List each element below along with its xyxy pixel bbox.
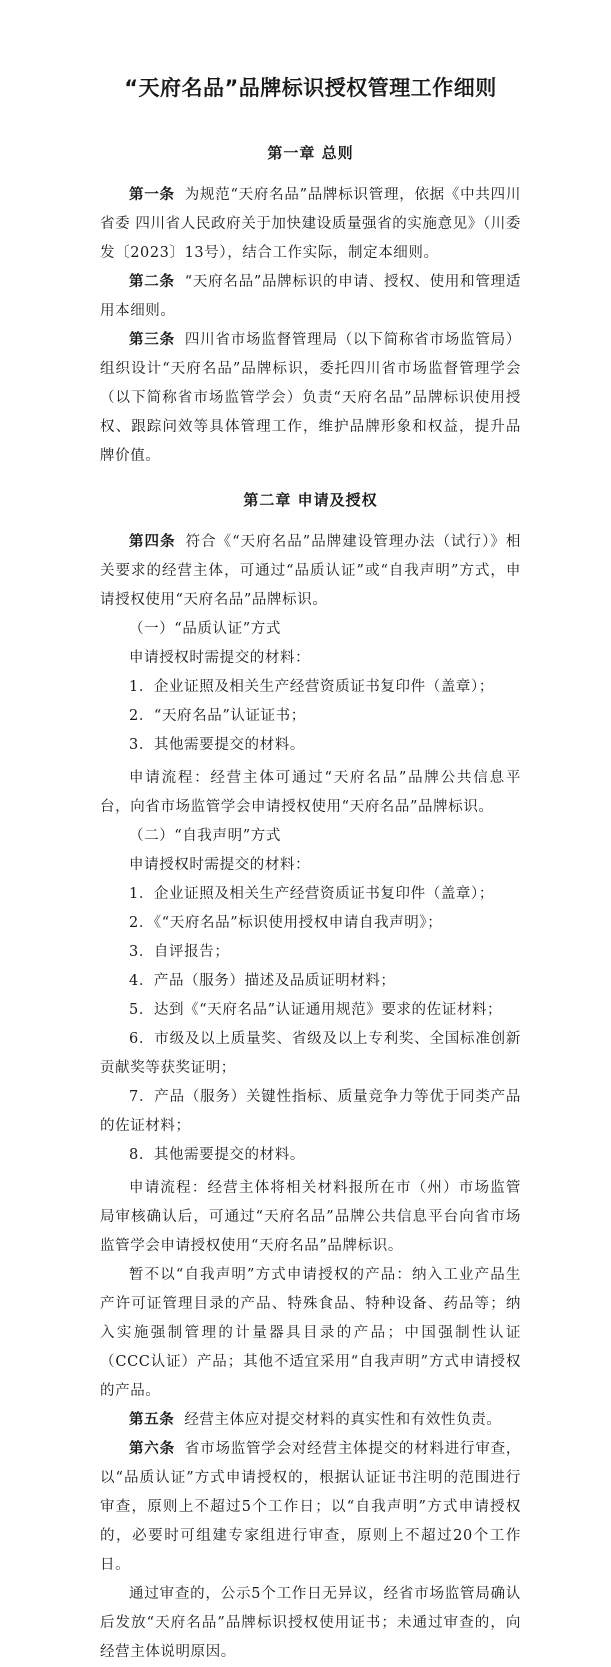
article-3-lead: 第三条 — [129, 332, 175, 348]
document-title: “天府名品”品牌标识授权管理工作细则 — [124, 76, 497, 100]
article-2-text: “天府名品”品牌标识的申请、授权、使用和管理适用本细则。 — [100, 274, 521, 319]
section-2-process: 申请流程：经营主体将相关材料报所在市（州）市场监管局审核确认后，可通过“天府名品”品牌公共信息平台向省市场监管学会申请授权使用“天府名品”品牌标识。 — [100, 1180, 521, 1254]
section-2-item: 8．其他需要提交的材料。 — [129, 1147, 305, 1163]
article-4-text: 符合《“天府名品”品牌建设管理办法（试行）》相关要求的经营主体，可通过“品质认证”或“自我声明”方式，申请授权使用“天府名品”品牌标识。 — [100, 534, 521, 608]
article-6-text: 省市场监管学会对经营主体提交的材料进行审查，以“品质认证”方式申请授权的，根据认证证书注明的范围进行审查，原则上不超过5个工作日；以“自我声明”方式申请授权的，必要时可组建专家组进行审查，原则上不超过20个工作日。 — [100, 1441, 521, 1573]
section-2-item: 2．《“天府名品”标识使用授权申请自我声明》； — [129, 915, 443, 931]
section-1-materials-intro: 申请授权时需提交的材料： — [129, 650, 311, 666]
section-2-materials-intro: 申请授权时需提交的材料： — [129, 857, 311, 873]
article-5-text: 经营主体应对提交材料的真实性和有效性负责。 — [184, 1412, 502, 1428]
article-3-text: 四川省市场监督管理局（以下简称省市场监管局）组织设计“天府名品”品牌标识，委托四川省市场监督管理学会（以下简称省市场监管学会）负责“天府名品”品牌标识使用授权、跟踪问效等具体管理工作，维护品牌形象和权益，提升品牌价值。 — [100, 332, 521, 464]
article-6-followup: 通过审查的，公示5个工作日无异议，经省市场监管局确认后发放“天府名品”品牌标识授权使用证书；未通过审查的，向经营主体说明原因。 — [100, 1586, 521, 1660]
section-1-process: 申请流程：经营主体可通过“天府名品”品牌公共信息平台，向省市场监管学会申请授权使用“天府名品”品牌标识。 — [100, 770, 521, 815]
article-5-lead: 第五条 — [129, 1412, 175, 1428]
section-1-item: 1．企业证照及相关生产经营资质证书复印件（盖章）； — [129, 679, 494, 695]
article-2-lead: 第二条 — [129, 274, 175, 290]
section-1-item: 2．“天府名品”认证证书； — [129, 708, 306, 724]
section-2-exclusion: 暂不以“自我声明”方式申请授权的产品：纳入工业产品生产许可证管理目录的产品、特殊食品、特种设备、药品等；纳入实施强制管理的计量器具目录的产品；中国强制性认证（CCC认证）产品；其他不适宜采用“自我声明”方式申请授权的产品。 — [100, 1267, 521, 1399]
article-6 — [100, 1435, 521, 1580]
section-2-item: 4．产品（服务）描述及品质证明材料； — [129, 973, 396, 989]
article-1-text: 为规范“天府名品”品牌标识管理，依据《中共四川省委 四川省人民政府关于加快建设质量强省的实施意见》（川委发〔2023〕13号），结合工作实际，制定本细则。 — [100, 187, 521, 261]
article-2 — [100, 268, 521, 326]
article-1 — [100, 181, 521, 268]
section-2-item: 5．达到《“天府名品”认证通用规范》要求的佐证材料； — [129, 1002, 503, 1018]
chapter-2-heading: 第二章 申请及授权 — [243, 491, 378, 509]
article-4 — [100, 528, 521, 615]
article-4-lead: 第四条 — [129, 534, 176, 550]
article-5 — [100, 1406, 521, 1435]
section-2-title: （二）“自我声明”方式 — [129, 828, 281, 844]
section-1-item: 3．其他需要提交的材料。 — [129, 737, 305, 753]
section-2-item: 1．企业证照及相关生产经营资质证书复印件（盖章）； — [129, 886, 494, 902]
section-2-item: 6．市级及以上质量奖、省级及以上专利奖、全国标准创新贡献奖等获奖证明； — [100, 1031, 521, 1076]
section-1-title: （一）“品质认证”方式 — [129, 621, 281, 637]
article-3 — [100, 326, 521, 471]
article-6-lead: 第六条 — [129, 1441, 175, 1457]
section-2-item: 3．自评报告； — [129, 944, 230, 960]
article-1-lead: 第一条 — [129, 187, 175, 203]
section-2-item: 7．产品（服务）关键性指标、质量竞争力等优于同类产品的佐证材料； — [100, 1089, 521, 1134]
chapter-1-heading: 第一章 总则 — [267, 144, 354, 162]
